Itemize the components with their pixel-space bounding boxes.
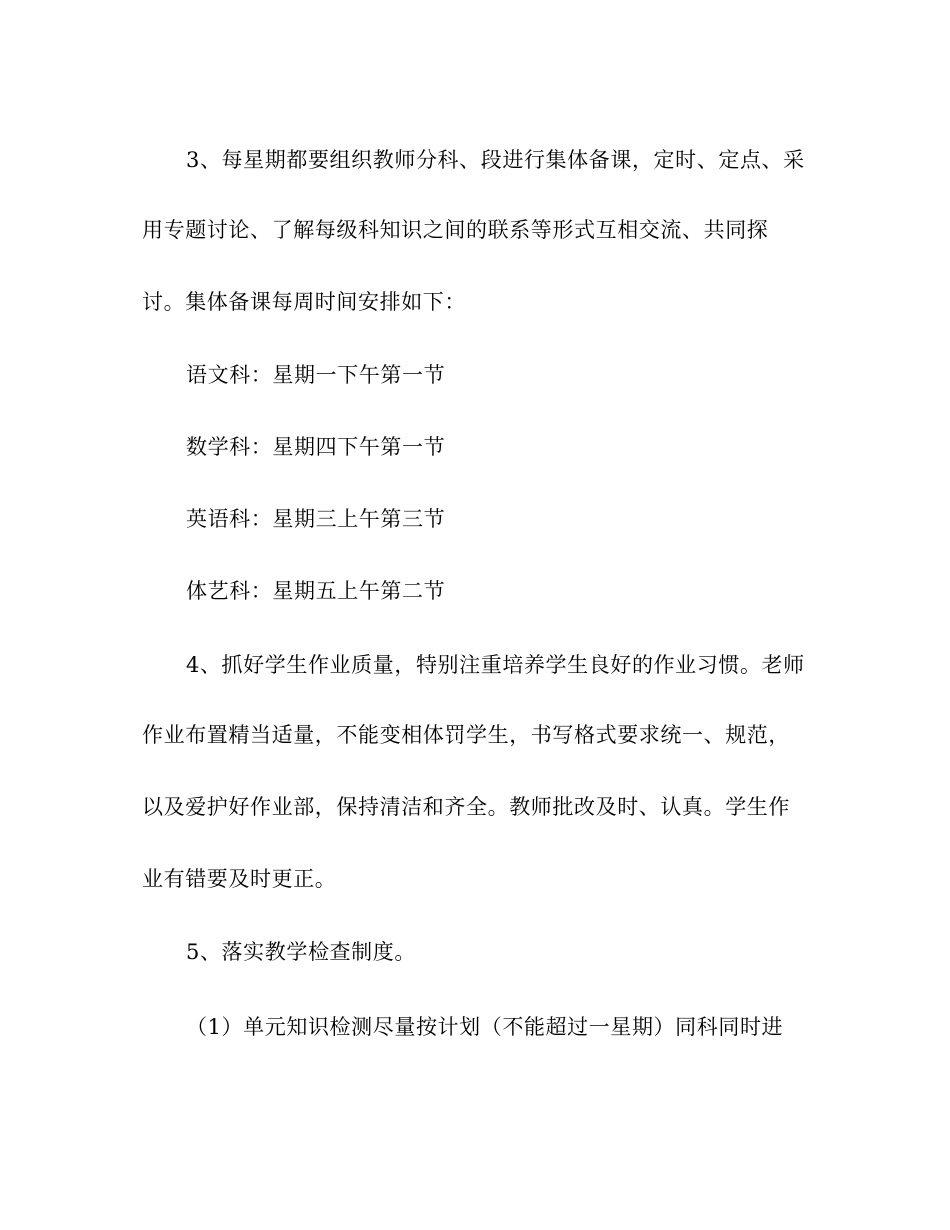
schedule-item-arts: 体艺科：星期五上午第二节	[186, 579, 446, 603]
paragraph-4-line-1: 4、抓好学生作业质量，特别注重培养学生良好的作业习惯。老师	[186, 653, 805, 677]
schedule-item-math: 数学科：星期四下午第一节	[186, 435, 446, 459]
paragraph-4-line-4: 业有错要及时更正。	[142, 867, 337, 891]
paragraph-3-line-3: 讨。集体备课每周时间安排如下：	[142, 290, 466, 314]
schedule-item-chinese: 语文科：星期一下午第一节	[186, 363, 446, 387]
paragraph-3-line-1: 3、每星期都要组织教师分科、段进行集体备课，定时、定点、采	[186, 148, 805, 172]
paragraph-5-item-1: （1）单元知识检测尽量按计划（不能超过一星期）同科同时进	[186, 1015, 784, 1039]
paragraph-4-line-2: 作业布置精当适量，不能变相体罚学生，书写格式要求统一、规范，	[142, 723, 790, 747]
paragraph-4-line-3: 以及爱护好作业部，保持清洁和齐全。教师批改及时、认真。学生作	[142, 795, 790, 819]
paragraph-3-line-2: 用专题讨论、了解每级科知识之间的联系等形式互相交流、共同探	[142, 218, 769, 242]
schedule-item-english: 英语科：星期三上午第三节	[186, 507, 446, 531]
paragraph-5-heading: 5、落实教学检查制度。	[186, 940, 416, 964]
